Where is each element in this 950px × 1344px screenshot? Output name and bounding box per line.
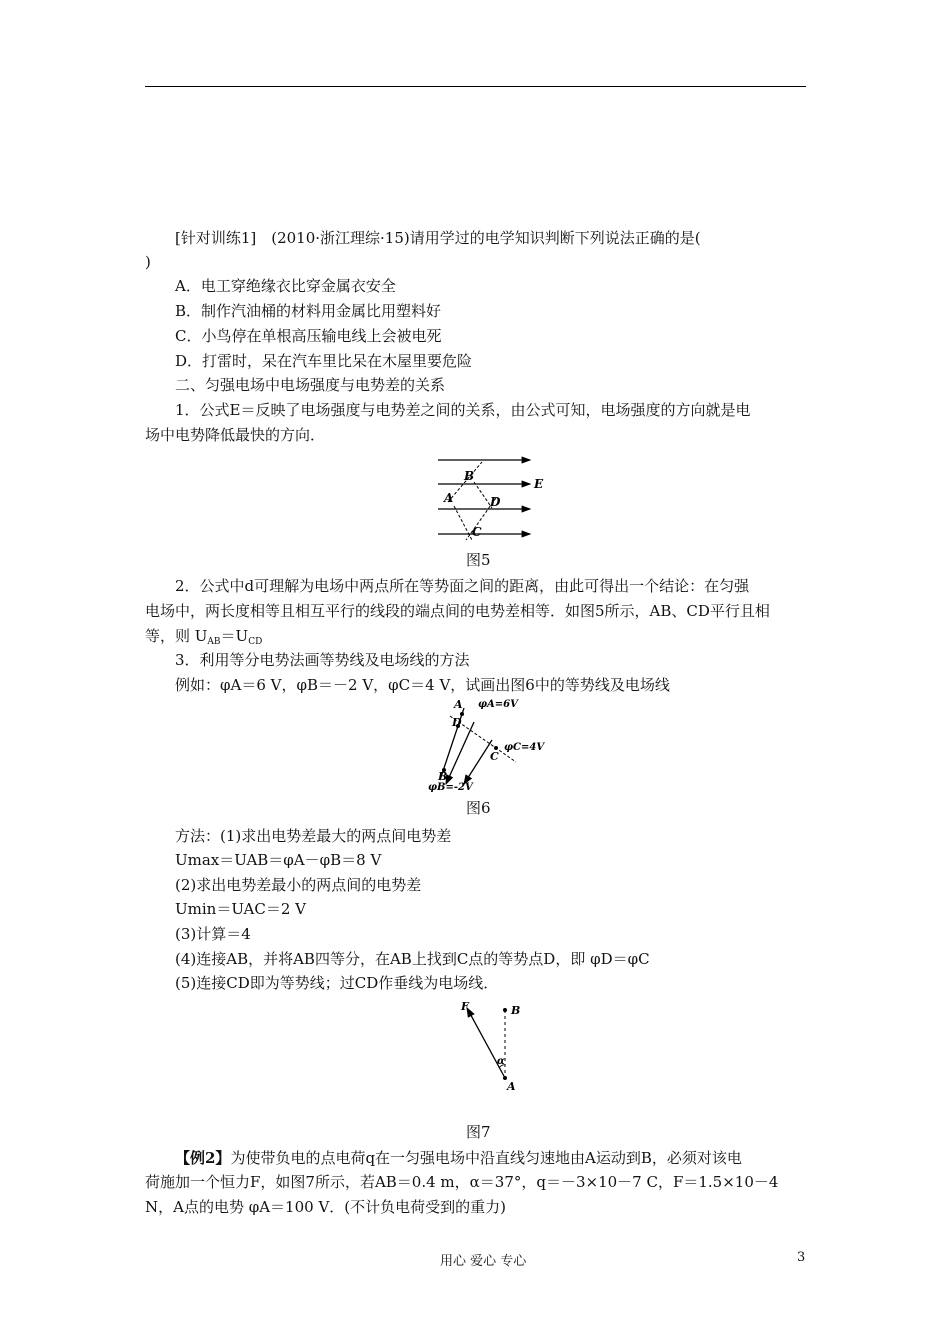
figure-6-caption: 图6 xyxy=(466,799,491,817)
example-2-line-2: 荷施加一个恒力F，如图7所示，若AB＝0.4 m，α＝37°，q＝－3×10－7 C，F＝1.5×10－4 xyxy=(145,1173,779,1191)
para-1-cont: 场中电势降低最快的方向． xyxy=(145,426,326,444)
figure-5 xyxy=(430,454,550,546)
header-rule xyxy=(145,86,806,87)
method-eq-1: Umax＝UAB＝φA－φB＝8 V xyxy=(175,851,382,869)
footer-slogan: 用心 爱心 专心 xyxy=(440,1254,527,1269)
field-line xyxy=(464,740,492,784)
method-step-3: (3)计算＝4 xyxy=(175,925,251,943)
label-b: B xyxy=(438,770,448,783)
label-b: B xyxy=(511,1004,521,1017)
label-f: F xyxy=(461,1000,469,1013)
label-d: D xyxy=(452,716,462,729)
label-phi-b: φB=-2V xyxy=(428,782,473,793)
exercise-heading-cont: ) xyxy=(145,253,151,271)
label-e: E xyxy=(534,477,544,491)
figure-5-caption: 图5 xyxy=(466,551,491,569)
figure-7 xyxy=(455,998,525,1094)
figure-7-caption: 图7 xyxy=(466,1123,491,1141)
subscript: AB xyxy=(207,637,221,647)
label-phi-c: φC=4V xyxy=(504,742,545,753)
method-step-4: (4)连接AB，并将AB四等分，在AB上找到C点的等势点D，即 φD＝φC xyxy=(175,950,650,968)
method-eq-2: Umin＝UAC＝2 V xyxy=(175,900,306,918)
option-a: A．电工穿绝缘衣比穿金属衣安全 xyxy=(175,277,396,295)
example-2-text: 为使带负电的点电荷q在一匀强电场中沿直线匀速地由A运动到B，必须对该电 xyxy=(230,1149,742,1167)
option-d: D．打雷时，呆在汽车里比呆在木屋里要危险 xyxy=(175,352,473,370)
method-heading: 方法：(1)求出电势差最大的两点间电势差 xyxy=(175,827,452,845)
text-part: 等，则 U xyxy=(145,627,208,645)
label-a: A xyxy=(444,491,454,505)
label-phi-a: φA=6V xyxy=(478,699,518,710)
para-2-cont1: 电场中，两长度相等且相互平行的线段的端点间的电势差相等．如图5所示，AB、CD平行且相 xyxy=(145,602,770,620)
label-b: B xyxy=(464,469,475,483)
example-tag: 【例2】 xyxy=(175,1149,231,1167)
example-2-line-1 xyxy=(175,1148,742,1168)
label-c: C xyxy=(490,750,499,763)
option-b: B．制作汽油桶的材料用金属比用塑料好 xyxy=(175,302,442,320)
figure-6 xyxy=(420,696,545,793)
subscript: CD xyxy=(248,637,263,647)
label-alpha: α xyxy=(497,1056,505,1067)
label-a: A xyxy=(507,1080,516,1093)
section-heading: 二、匀强电场中电场强度与电势差的关系 xyxy=(175,376,446,394)
point-b xyxy=(503,1008,507,1012)
text-part: ＝U xyxy=(220,627,249,645)
page-number: 3 xyxy=(797,1250,806,1265)
option-c: C．小鸟停在单根高压输电线上会被电死 xyxy=(175,327,442,345)
example-2-line-3: N，A点的电势 φA＝100 V．(不计负电荷受到的重力) xyxy=(145,1198,506,1216)
method-step-5: (5)连接CD即为等势线；过CD作垂线为电场线． xyxy=(175,974,499,992)
para-3: 3．利用等分电势法画等势线及电场线的方法 xyxy=(175,651,470,669)
para-2: 2．公式中d可理解为电场中两点所在等势面之间的距离，由此可得出一个结论：在匀强 xyxy=(175,577,750,595)
label-a: A xyxy=(454,698,463,711)
label-c: C xyxy=(472,525,482,539)
label-d: D xyxy=(490,495,501,509)
para-1: 1．公式E＝反映了电场强度与电势差之间的关系，由公式可知，电场强度的方向就是电 xyxy=(175,401,751,419)
exercise-heading: [针对训练1] (2010·浙江理综·15)请用学过的电学知识判断下列说法正确的是( xyxy=(175,229,701,247)
example-text: 例如：φA＝6 V，φB＝－2 V，φC＝4 V，试画出图6中的等势线及电场线 xyxy=(175,676,670,694)
para-2-cont2 xyxy=(145,626,262,652)
method-step-2: (2)求出电势差最小的两点间的电势差 xyxy=(175,876,422,894)
